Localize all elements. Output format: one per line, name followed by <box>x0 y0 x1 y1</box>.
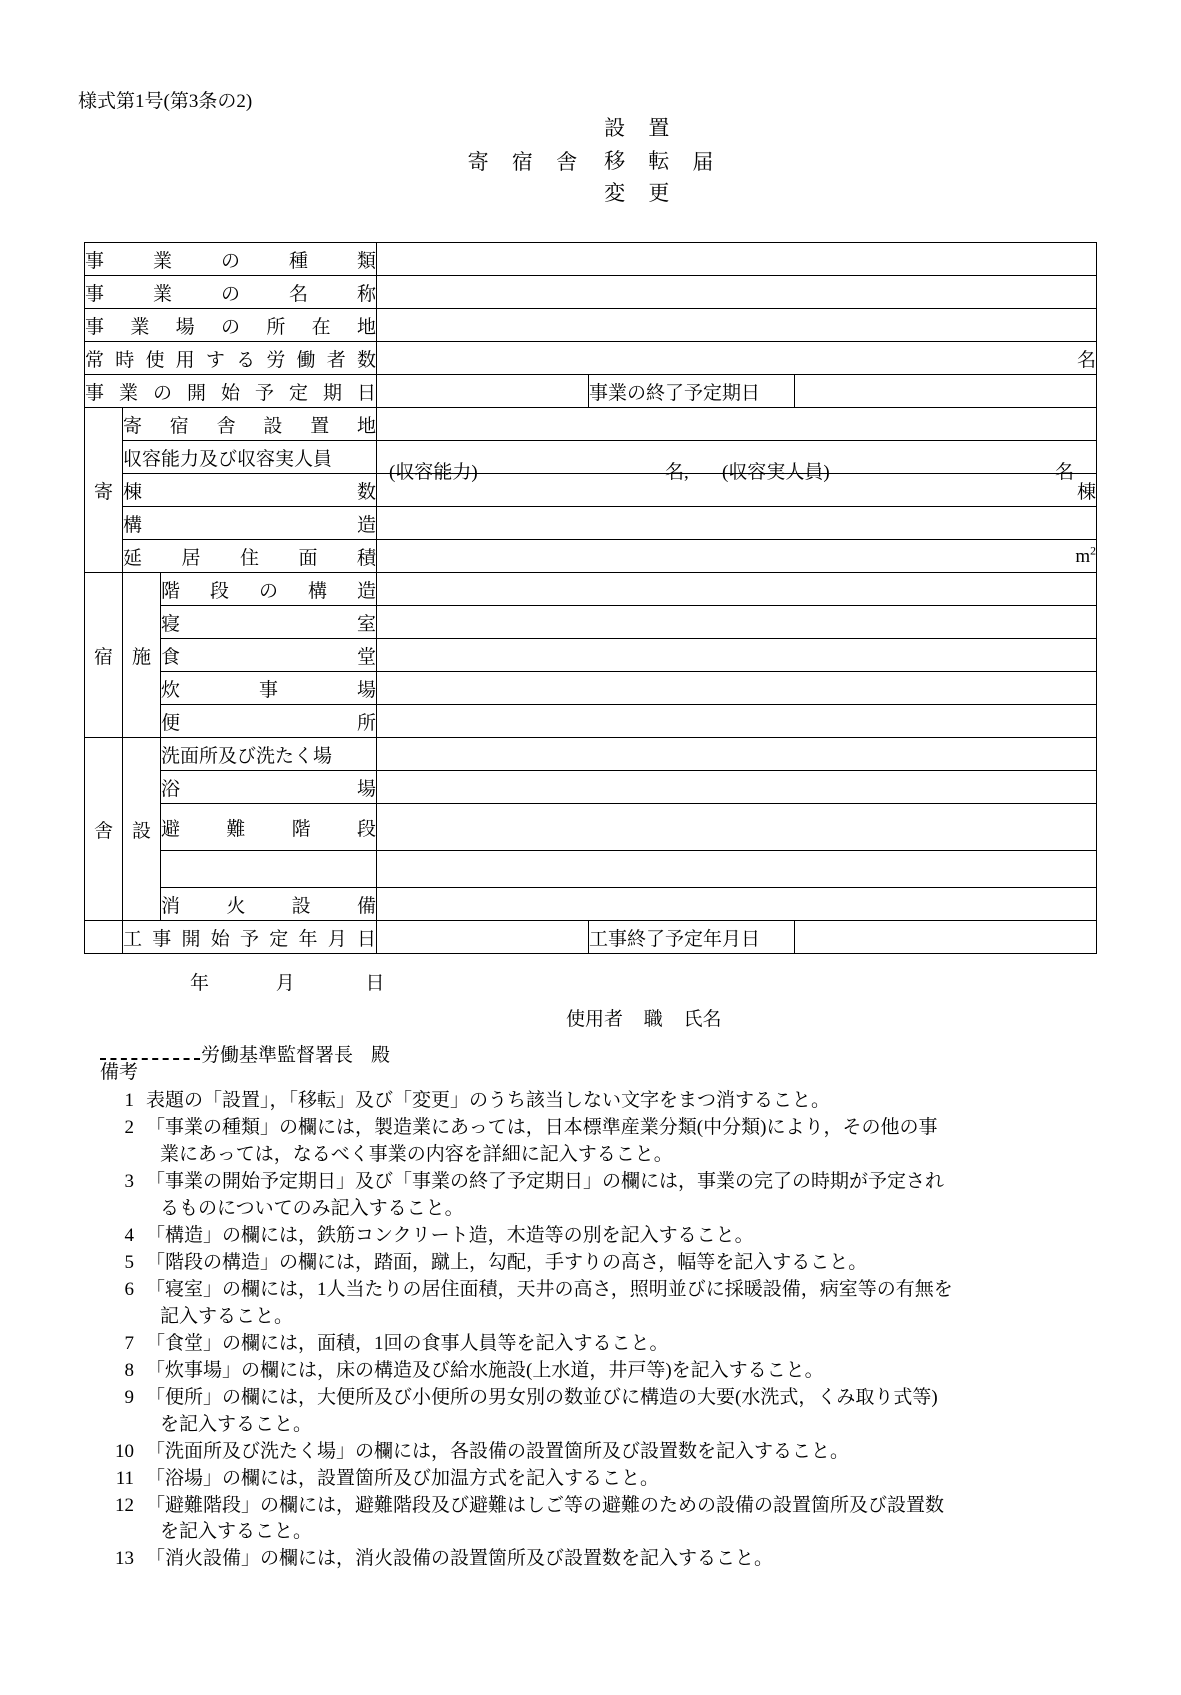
field-washroom-laundry[interactable] <box>377 738 1097 771</box>
note-number: 6 <box>124 1278 134 1300</box>
note-text: 「浴場」の欄には，設置箇所及び加温方式を記入すること。 <box>146 1467 660 1489</box>
note-item <box>100 1331 1100 1358</box>
table-row <box>85 243 1097 276</box>
field-construction-end[interactable] <box>795 921 1097 954</box>
note-number: 1 <box>124 1089 134 1111</box>
table-row <box>85 408 1097 441</box>
field-business-start-date[interactable] <box>377 375 589 408</box>
actual-unit: 名 <box>1055 462 1075 483</box>
note-number: 10 <box>115 1440 134 1462</box>
title-options <box>598 112 678 210</box>
note-text-cont: 業にあっては，なるべく事業の内容を詳細に記入すること。 <box>160 1143 673 1165</box>
field-stair-structure[interactable] <box>377 573 1097 606</box>
field-fire-equipment[interactable] <box>377 888 1097 921</box>
note-number: 5 <box>124 1251 134 1273</box>
label-business-name: 事 業 の 名 称 <box>85 276 377 309</box>
label-washroom-laundry <box>161 738 377 771</box>
note-number: 3 <box>124 1170 134 1192</box>
note-item <box>100 1277 1100 1331</box>
field-bathhouse[interactable] <box>377 771 1097 804</box>
table-row <box>85 921 1097 954</box>
table-row <box>85 540 1097 573</box>
title-subject: 寄 宿 舎 <box>467 149 587 174</box>
table-row <box>85 851 1097 888</box>
label-business-start-date: 事 業 の 開 始 予 定 期 日 <box>85 375 377 408</box>
title-suffix: 届 <box>692 149 714 174</box>
table-row <box>85 474 1097 507</box>
note-text: 「避難階段」の欄には，避難階段及び避難はしご等の避難のための設備の設置箇所及び設置数 <box>146 1494 945 1516</box>
unit-total-living-area: $m^2$ <box>1075 544 1097 567</box>
table-row <box>85 375 1097 408</box>
note-number: 4 <box>124 1224 134 1246</box>
note-text: 「構造」の欄には，鉄筋コンクリート造，木造等の別を記入すること。 <box>146 1224 754 1246</box>
note-number: 11 <box>115 1467 134 1489</box>
field-escape-stairs[interactable] <box>377 804 1097 851</box>
table-row <box>85 606 1097 639</box>
note-number: 12 <box>115 1494 134 1516</box>
field-construction-start[interactable] <box>377 921 589 954</box>
actual-label: (収容実人員) <box>722 462 830 483</box>
table-row <box>85 309 1097 342</box>
notes-section <box>100 1060 1100 1573</box>
table-row <box>85 738 1097 771</box>
note-text: 「洗面所及び洗たく場」の欄には，各設備の設置箇所及び設置数を記入すること。 <box>146 1440 850 1462</box>
addressee-honorific: 殿 <box>371 1045 391 1066</box>
field-capacity[interactable] <box>377 441 1097 483</box>
label-total-living-area: 延 居 住 面 積 <box>123 540 377 573</box>
field-worker-count[interactable] <box>377 342 1097 375</box>
main-form-table <box>84 242 1097 954</box>
field-dining-hall[interactable] <box>377 639 1097 672</box>
note-item <box>100 1466 1100 1493</box>
table-row <box>85 888 1097 921</box>
table-row <box>85 507 1097 540</box>
form-number: 様式第1号(第3条の2) <box>78 91 253 112</box>
note-item <box>100 1439 1100 1466</box>
label-extra-blank <box>161 851 377 888</box>
blank-fill-line[interactable] <box>100 1047 200 1060</box>
note-item <box>100 1358 1100 1385</box>
label-dorm-location: 寄 宿 舎 設 置 地 <box>123 408 377 441</box>
note-text-cont: 記入すること。 <box>160 1305 294 1327</box>
note-item <box>100 1223 1100 1250</box>
label-toilet: 便 所 <box>161 705 377 738</box>
note-text-cont: を記入すること。 <box>160 1521 313 1543</box>
note-text: 「消火設備」の欄には，消火設備の設置箇所及び設置数を記入すること。 <box>146 1548 774 1570</box>
field-business-name[interactable] <box>377 276 1097 309</box>
field-business-type[interactable] <box>377 243 1097 276</box>
note-number: 7 <box>124 1332 134 1354</box>
date-month-label: 月 <box>275 973 295 994</box>
note-text: 「事業の種類」の欄には，製造業にあっては，日本標準産業分類(中分類)により，その他の事 <box>146 1116 938 1138</box>
group-label-dorm-1: 寄 <box>85 408 123 573</box>
label-dining-hall: 食 堂 <box>161 639 377 672</box>
field-total-living-area[interactable] <box>377 540 1097 573</box>
facility-label-2: 設 <box>123 738 161 921</box>
label-fire-equipment: 消 火 設 備 <box>161 888 377 921</box>
label-washroom-laundry-text: 洗面所及び洗たく場 <box>161 745 333 767</box>
label-building-count: 棟 数 <box>123 474 377 507</box>
unit-worker-count: 名 <box>1077 349 1097 371</box>
note-number: 9 <box>124 1386 134 1408</box>
note-text: 「階段の構造」の欄には，踏面，蹴上，勾配，手すりの高さ，幅等を記入すること。 <box>146 1251 868 1273</box>
note-text-wrap <box>146 1493 1100 1547</box>
note-item <box>100 1546 1100 1573</box>
note-item <box>100 1169 1100 1223</box>
label-capacity-text: 収容能力及び収容実人員 <box>123 448 333 470</box>
table-row <box>85 573 1097 606</box>
label-escape-stairs: 避 難 階 段 <box>161 804 377 851</box>
field-business-address[interactable] <box>377 309 1097 342</box>
note-number: 2 <box>124 1116 134 1138</box>
table-row <box>85 342 1097 375</box>
label-business-address: 事 業 場 の 所 在 地 <box>85 309 377 342</box>
note-text: 「寝室」の欄には，1人当たりの居住面積，天井の高さ，照明並びに採暖設備，病室等の有無を <box>146 1278 953 1300</box>
note-text: 「事業の開始予定期日」及び「事業の終了予定期日」の欄には，事業の完了の時期が予定され <box>146 1170 945 1192</box>
label-kitchen: 炊 事 場 <box>161 672 377 705</box>
note-number: 13 <box>115 1548 134 1570</box>
date-day-label: 日 <box>365 973 385 994</box>
table-row <box>85 639 1097 672</box>
label-bathhouse: 浴 場 <box>161 771 377 804</box>
label-business-end-date: 事業の終了予定期日 <box>589 375 795 408</box>
title-option-install: 設 置 <box>604 116 679 140</box>
note-text: 表題の「設置」，「移転」及び「変更」のうち該当しない文字をまつ消すること。 <box>146 1089 831 1111</box>
note-text: 「食堂」の欄には，面積，1回の食事人員等を記入すること。 <box>146 1332 669 1354</box>
field-kitchen[interactable] <box>377 672 1097 705</box>
document-title <box>0 112 1181 210</box>
employer-label: 使用者 <box>566 1009 624 1030</box>
position-label: 職 <box>643 1009 663 1030</box>
note-text-wrap <box>146 1169 1100 1223</box>
spacer-left <box>85 921 123 954</box>
group-label-dorm-2: 宿 <box>85 573 123 738</box>
group-label-dorm-3: 舎 <box>85 738 123 921</box>
facility-label-1: 施 <box>123 573 161 738</box>
title-option-relocate: 移 転 <box>604 148 679 173</box>
note-text-wrap <box>146 1385 1100 1439</box>
table-row <box>85 441 1097 474</box>
note-item <box>100 1115 1100 1169</box>
name-label: 氏名 <box>683 1009 722 1030</box>
field-extra-blank[interactable] <box>377 851 1097 888</box>
note-item <box>100 1385 1100 1439</box>
note-text: 「便所」の欄には，大便所及び小便所の男女別の数並びに構造の大要(水洗式，くみ取り式等) <box>146 1386 938 1408</box>
field-business-end-date[interactable] <box>795 375 1097 408</box>
submission-date-line <box>190 968 385 995</box>
note-item <box>100 1250 1100 1277</box>
field-bedroom[interactable] <box>377 606 1097 639</box>
label-stair-structure: 階 段 の 構 造 <box>161 573 377 606</box>
table-row <box>85 705 1097 738</box>
note-text-wrap <box>146 1115 1100 1169</box>
field-structure[interactable] <box>377 507 1097 540</box>
label-structure: 構 造 <box>123 507 377 540</box>
table-row <box>85 771 1097 804</box>
capacity-label: (収容能力) <box>389 462 478 483</box>
date-year-label: 年 <box>190 973 210 994</box>
field-dorm-location[interactable] <box>377 408 1097 441</box>
addressee-title: 労働基準監督署長 <box>201 1045 354 1066</box>
note-text-wrap <box>146 1277 1100 1331</box>
label-construction-end: 工事終了予定年月日 <box>589 921 795 954</box>
capacity-unit: 名, <box>665 462 689 483</box>
label-bedroom: 寝 室 <box>161 606 377 639</box>
unit-building-count: 棟 <box>1077 481 1097 503</box>
table-row <box>85 276 1097 309</box>
note-text-cont: るものについてのみ記入すること。 <box>160 1197 464 1219</box>
note-item <box>100 1088 1100 1115</box>
note-number: 8 <box>124 1359 134 1381</box>
table-row <box>85 672 1097 705</box>
table-row <box>85 804 1097 851</box>
label-capacity <box>123 441 377 474</box>
label-worker-count: 常 時 使 用 す る 労 働 者 数 <box>85 342 377 375</box>
field-toilet[interactable] <box>377 705 1097 738</box>
employer-signature-line <box>566 1004 722 1031</box>
label-business-type: 事 業 の 種 類 <box>85 243 377 276</box>
label-construction-start: 工 事 開 始 予 定 年 月 日 <box>123 921 377 954</box>
note-text: 「炊事場」の欄には，床の構造及び給水施設(上水道，井戸等)を記入すること。 <box>146 1359 824 1381</box>
note-text-cont: を記入すること。 <box>160 1413 313 1435</box>
note-item <box>100 1493 1100 1547</box>
notes-heading: 備考 <box>100 1062 139 1083</box>
title-option-change: 変 更 <box>604 181 679 206</box>
